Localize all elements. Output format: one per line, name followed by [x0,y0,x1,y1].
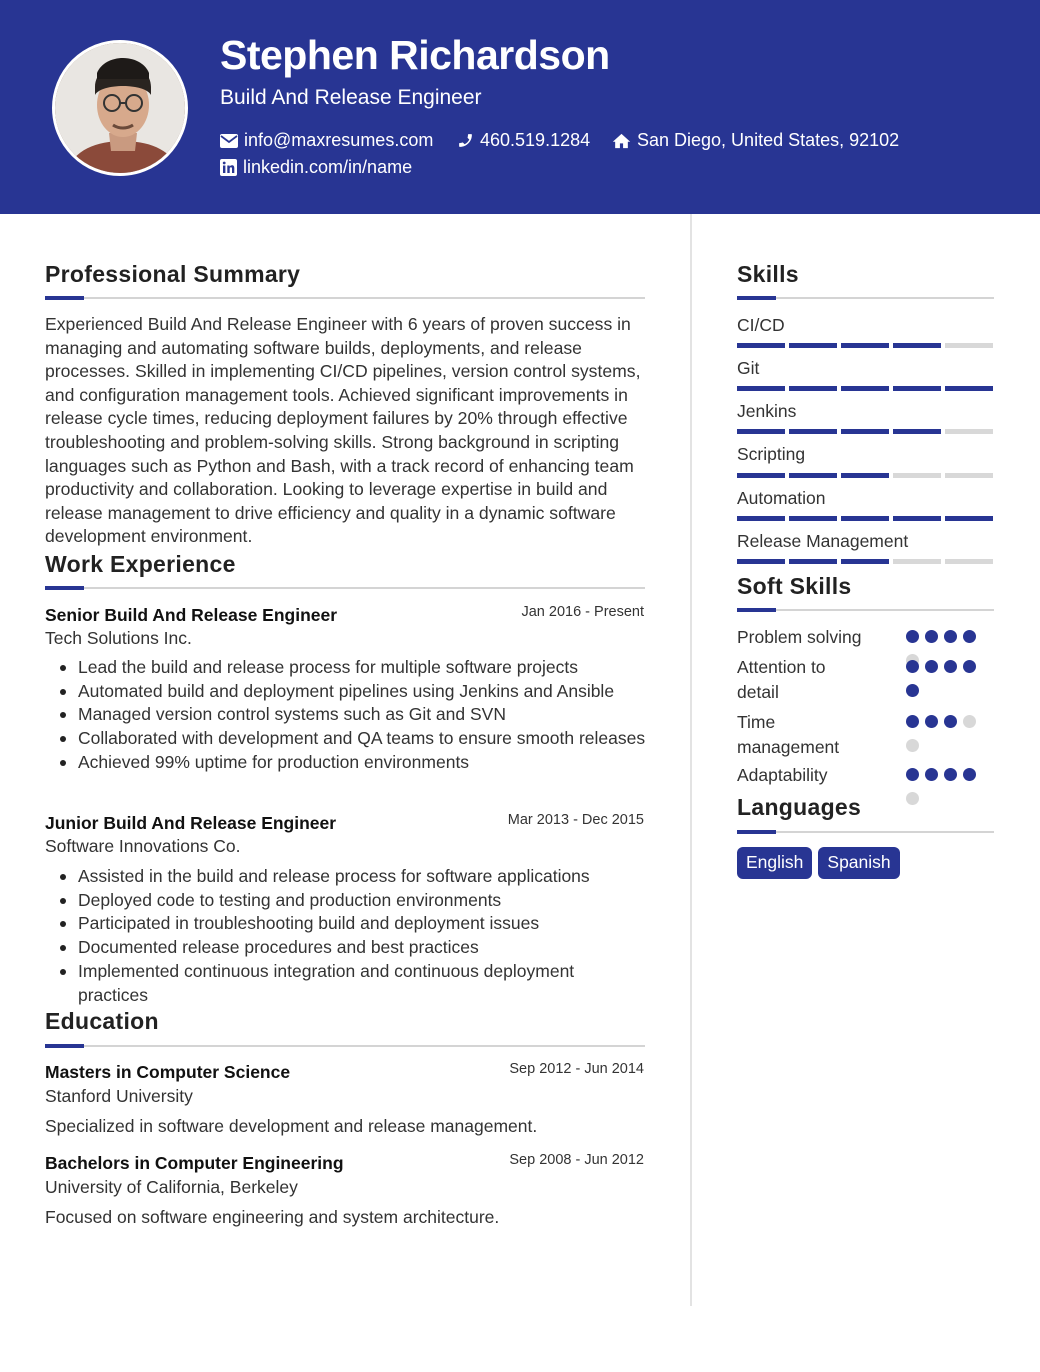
summary-text: Experienced Build And Release Engineer with 6 years of proven success in managing and automating software builds, deployments, and release processes. Skilled in implementing CI/CD pipelines, version control systems, and configuration management tools. Achieved significant improvements in release cycle times, reducing deployment failures by 20% through effective troubleshooting and problem-solving skills. Strong background in scripting languages such as Python and Bash, with a track record of enhancing team productivity and collaboration. Looking to leverage expertise in build and release management to drive efficiency and quality in a dynamic software development environment. [45,314,641,547]
skill-rating [737,473,993,478]
experience-heading-accent [45,586,84,590]
soft-skill-dot-filled [925,715,938,728]
skill-level-segment-empty [893,473,941,478]
skill-level-segment-filled [841,516,889,521]
soft-skill-dot-filled [925,660,938,673]
skill-level-segment-filled [945,516,993,521]
experience-heading: Work Experience [45,551,236,577]
skill-level-segment-filled [737,386,785,391]
education-heading-accent [45,1044,84,1048]
education-heading: Education [45,1008,159,1034]
job-title: Senior Build And Release Engineer [45,605,338,625]
skill-level-segment-filled [893,343,941,348]
contact-location [612,130,899,151]
soft-skill-dot-filled [906,660,919,673]
skill-rating [737,516,993,521]
skill-level-segment-filled [893,429,941,434]
school-name: University of California, Berkeley [45,1177,298,1197]
skill-level-segment-filled [841,386,889,391]
job-bullet: Managed version control systems such as Git and SVN [78,703,648,727]
school-name: Stanford University [45,1086,193,1106]
skill-level-segment-filled [737,343,785,348]
skill-level-segment-filled [789,386,837,391]
job-dates: Mar 2013 - Dec 2015 [507,812,644,828]
candidate-name: Stephen Richardson [220,32,610,78]
contact-phone[interactable] [457,130,590,151]
skill-level-segment-empty [945,343,993,348]
candidate-title: Build And Release Engineer [220,86,482,109]
skill-name: CI/CD [737,315,785,335]
soft-skill-dot-empty [906,739,919,752]
soft-skill-name: Adaptability [737,765,828,785]
job-title: Junior Build And Release Engineer [45,813,337,833]
degree-dates: Sep 2012 - Jun 2014 [509,1061,644,1077]
skill-name: Jenkins [737,401,797,421]
resume-header [0,0,1040,214]
skill-rating [737,343,993,348]
home-icon [612,133,631,149]
degree-dates: Sep 2008 - Jun 2012 [509,1152,644,1168]
skill-level-segment-filled [789,343,837,348]
job-bullets [78,656,648,775]
contact-phone-text: 460.519.1284 [480,130,591,150]
contact-location-text: San Diego, United States, 92102 [637,130,900,150]
soft-skill-dot-filled [906,684,919,697]
job-bullet: Deployed code to testing and production environments [78,889,648,913]
job-bullet: Implemented continuous integration and continuous deployment practices [78,960,648,1007]
degree-title: Masters in Computer Science [45,1062,291,1082]
soft-skill-dot-filled [944,768,957,781]
soft-skills-heading: Soft Skills [737,573,852,599]
job-bullet: Lead the build and release process for multiple software projects [78,656,648,680]
job-bullet: Documented release procedures and best practices [78,936,648,960]
contact-email-text: info@maxresumes.com [244,130,434,150]
soft-skill-rating [906,660,982,697]
skill-level-segment-filled [841,429,889,434]
languages-heading: Languages [737,794,862,820]
job-company: Tech Solutions Inc. [45,628,192,648]
skill-level-segment-filled [893,386,941,391]
soft-skill-dot-filled [906,630,919,643]
soft-skill-dot-filled [963,660,976,673]
skill-level-segment-filled [841,343,889,348]
skill-rating [737,429,993,434]
degree-description: Specialized in software development and release management. [45,1116,538,1136]
skill-level-segment-empty [945,559,993,564]
job-company: Software Innovations Co. [45,836,241,856]
soft-skill-dot-filled [906,768,919,781]
soft-skill-dot-empty [906,792,919,805]
skill-level-segment-filled [789,429,837,434]
soft-skill-dot-filled [925,768,938,781]
degree-title: Bachelors in Computer Engineering [45,1153,344,1173]
job-bullet: Collaborated with development and QA teams to ensure smooth releases [78,727,648,751]
skill-rating [737,559,993,564]
soft-skill-dot-filled [963,768,976,781]
skill-level-segment-filled [789,473,837,478]
skill-level-segment-empty [945,429,993,434]
job-bullet: Achieved 99% uptime for production environments [78,751,648,775]
skill-level-segment-filled [737,559,785,564]
skill-level-segment-filled [893,516,941,521]
profile-photo [52,40,188,176]
profile-photo-illustration [55,43,188,176]
summary-heading: Professional Summary [45,261,301,287]
soft-skill-dot-filled [925,630,938,643]
soft-skills-heading-accent [737,608,776,612]
soft-skill-name: Time management [737,712,840,757]
language-tag: Spanish [818,847,899,879]
skill-level-segment-filled [945,386,993,391]
job-dates: Jan 2016 - Present [521,604,644,620]
skill-level-segment-filled [789,559,837,564]
soft-skill-dot-filled [944,630,957,643]
soft-skill-rating [906,715,982,752]
education-heading-rule [45,1045,645,1047]
skill-level-segment-filled [737,429,785,434]
summary-heading-accent [45,296,84,300]
languages-heading-accent [737,830,776,834]
soft-skill-name: Attention to detail [737,657,826,702]
skills-heading-accent [737,296,776,300]
soft-skill-name: Problem solving [737,627,862,647]
skill-level-segment-filled [789,516,837,521]
skills-heading: Skills [737,261,799,287]
skill-level-segment-filled [737,473,785,478]
soft-skill-rating [906,768,982,805]
job-bullets [78,865,648,1007]
skill-rating [737,386,993,391]
soft-skill-dot-empty [963,715,976,728]
experience-heading-rule [45,587,645,589]
phone-icon [457,132,474,149]
summary-heading-rule [45,297,645,299]
soft-skill-dot-filled [944,715,957,728]
soft-skill-dot-filled [963,630,976,643]
contact-linkedin[interactable] [220,157,412,178]
job-bullet: Assisted in the build and release process for software applications [78,865,648,889]
soft-skill-dot-filled [906,715,919,728]
column-divider [690,214,692,1306]
contact-email[interactable] [220,130,433,151]
skill-name: Scripting [737,444,806,464]
soft-skill-dot-filled [944,660,957,673]
skill-level-segment-empty [893,559,941,564]
linkedin-icon [220,159,237,176]
skill-level-segment-filled [841,559,889,564]
job-bullet: Participated in troubleshooting build and deployment issues [78,912,648,936]
skill-name: Release Management [737,531,909,551]
degree-description: Focused on software engineering and system architecture. [45,1207,500,1227]
skill-level-segment-filled [841,473,889,478]
skill-level-segment-filled [737,516,785,521]
skill-name: Automation [737,488,826,508]
job-bullet: Automated build and deployment pipelines using Jenkins and Ansible [78,680,648,704]
language-tags [737,847,900,879]
contact-linkedin-text: linkedin.com/in/name [243,157,413,177]
skill-level-segment-empty [945,473,993,478]
skill-name: Git [737,358,760,378]
envelope-icon [220,134,238,148]
language-tag: English [737,847,812,879]
